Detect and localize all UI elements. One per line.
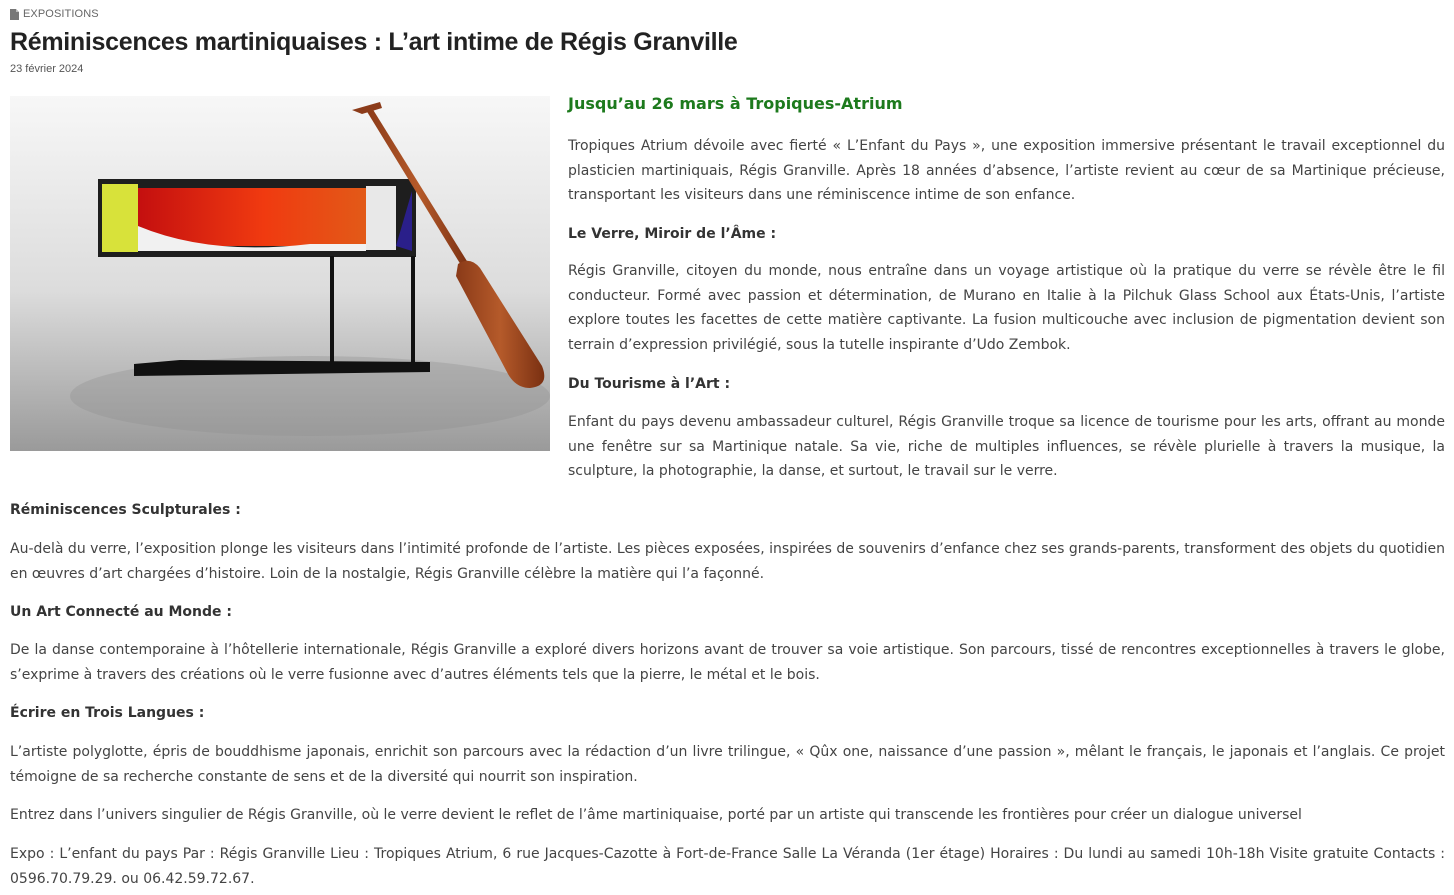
section-heading-verre: Le Verre, Miroir de l’Âme :: [568, 226, 777, 242]
section-heading-tourisme: Du Tourisme à l’Art :: [568, 376, 731, 392]
article-title: Réminiscences martiniquaises : L’art intime de Régis Granville: [10, 28, 738, 56]
intro-paragraph: Tropiques Atrium dévoile avec fierté « L’Enfant du Pays », une exposition immersive présentant le travail exceptionnel du plasticien martiniquais, Régis Granville. Après 18 années d’absence, l’artiste revient au cœur de sa Martinique précieuse, transportant les visiteurs dans une réminiscence intime de son enfance.: [568, 138, 1445, 203]
category-label[interactable]: EXPOSITIONS: [23, 8, 99, 20]
section-heading-sculpturales: Réminiscences Sculpturales :: [10, 502, 241, 518]
article-date: 23 février 2024: [10, 63, 84, 75]
exhibition-dates-subtitle: Jusqu’au 26 mars à Tropiques-Atrium: [568, 94, 903, 113]
langues-paragraph: L’artiste polyglotte, épris de bouddhisme japonais, enrichit son parcours avec la rédaction d’un livre trilingue, « Qûx one, naissance d’une passion », mêlant le français, le japonais et l’anglais. Ce projet témoigne de sa recherche constante de sens et de la diversité qui nourrit son inspiration.: [10, 744, 1445, 785]
tourisme-paragraph: Enfant du pays devenu ambassadeur culturel, Régis Granville troque sa licence de tourisme pour les arts, offrant au monde une fenêtre sur sa Martinique natale. Sa vie, riche de multiples influences, se révèle plurielle à travers la musique, la sculpture, la photographie, la danse, et surtout, le travail sur le verre.: [568, 414, 1445, 479]
category-link[interactable]: [10, 8, 99, 20]
artwork-image: [10, 96, 550, 451]
outro-paragraph: Entrez dans l’univers singulier de Régis Granville, où le verre devient le reflet de l’âme martiniquaise, porté par un artiste qui transcende les frontières pour créer un dialogue universel: [10, 807, 1302, 823]
sculpturales-paragraph: Au-delà du verre, l’exposition plonge les visiteurs dans l’intimité profonde de l’artiste. Les pièces exposées, inspirées de souvenirs d’enfance chez ses grands-parents, transforment des objets du quotidien en œuvres d’art chargées d’histoire. Loin de la nostalgie, Régis Granville célèbre la matière qui l’a façonné.: [10, 541, 1445, 582]
section-heading-monde: Un Art Connecté au Monde :: [10, 604, 232, 620]
document-icon: [10, 9, 19, 20]
practical-info-paragraph: Expo : L’enfant du pays Par : Régis Granville Lieu : Tropiques Atrium, 6 rue Jacques-Cazotte à Fort-de-France Salle La Véranda (1er étage) Horaires : Du lundi au samedi 10h-18h Visite gratuite Contacts : 0596.70.79.29. ou 06.42.59.72.67.: [10, 846, 1445, 887]
verre-paragraph: Régis Granville, citoyen du monde, nous entraîne dans un voyage artistique où la pratique du verre se révèle être le fil conducteur. Formé avec passion et détermination, de Murano en Italie à la Pilchuk Glass School aux États-Unis, l’artiste explore toutes les facettes de cette matière captivante. La fusion multicouche avec inclusion de pigmentation devient son terrain d’expression privilégié, sous la tutelle inspirante d’Udo Zembok.: [568, 263, 1445, 353]
section-heading-langues: Écrire en Trois Langues :: [10, 705, 205, 721]
monde-paragraph: De la danse contemporaine à l’hôtellerie internationale, Régis Granville a exploré divers horizons avant de trouver sa voie artistique. Son parcours, tissé de rencontres exceptionnelles à travers le globe, s’exprime à travers des créations où le verre fusionne avec d’autres éléments tels que la pierre, le métal et le bois.: [10, 642, 1445, 683]
